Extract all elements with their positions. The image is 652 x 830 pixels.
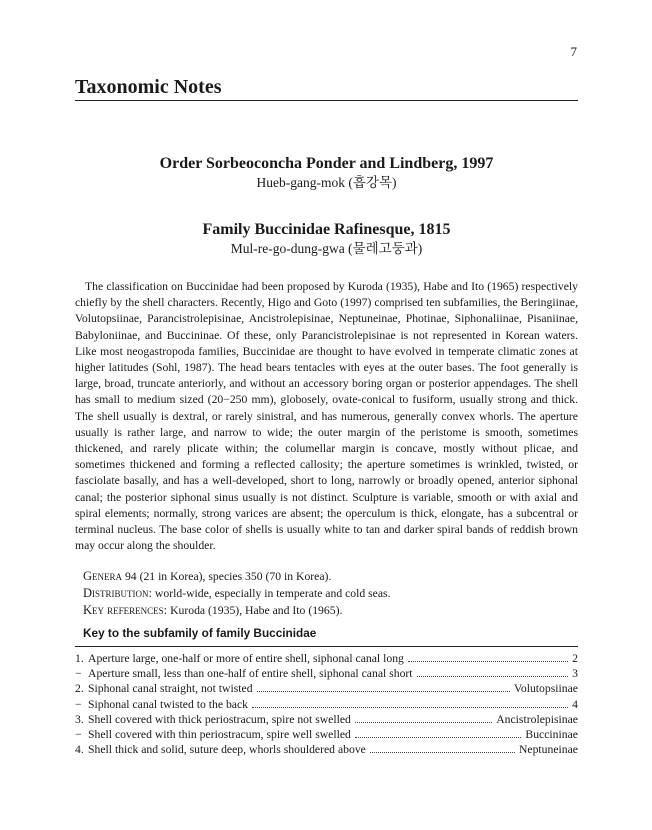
distribution-row — [83, 585, 578, 602]
key-item-number: 4. — [75, 743, 84, 757]
key-item-number: 1. — [75, 652, 84, 665]
key-item-target: Ancistrolepisinae — [496, 712, 578, 726]
key-item-text: Siphonal canal twisted to the back — [88, 697, 249, 711]
key-item-target: 4 — [572, 697, 578, 711]
key-item-leader-dots — [408, 661, 568, 662]
key-list — [75, 652, 578, 758]
key-item-number: 3. — [75, 712, 84, 726]
key-item-leader-dots — [417, 676, 569, 677]
order-title: Order Sorbeoconcha Ponder and Lindberg, 1997 — [159, 155, 494, 172]
key-item-number: − — [75, 697, 82, 711]
key-item-target: Buccininae — [525, 727, 578, 741]
key-item-leader-dots — [355, 722, 492, 723]
key-item-leader-dots — [355, 737, 522, 738]
key-item-text: Aperture small, less than one-half of entire shell, siphonal canal short — [88, 667, 413, 681]
key-item-target: Neptuneinae — [518, 743, 578, 757]
genera-label: Genera — [83, 569, 123, 583]
key-divider — [75, 646, 578, 647]
meta-block — [83, 568, 578, 620]
key-item-text: Shell thick and solid, suture deep, whorls shouldered above — [88, 743, 366, 757]
genera-value: 94 (21 in Korea), species 350 (70 in Korea). — [124, 570, 332, 583]
order-korean-name: Hueb-gang-mok (흡강목) — [256, 175, 397, 190]
distribution-label: Distribution: — [83, 586, 152, 601]
key-item-text: Siphonal canal straight, not twisted — [88, 682, 253, 696]
family-title: Family Buccinidae Rafinesque, 1815 — [202, 221, 451, 238]
order-block — [75, 154, 578, 192]
key-item-text: Shell covered with thin periostracum, spire well swelled — [88, 727, 351, 741]
key-item — [75, 667, 578, 682]
key-item-leader-dots — [252, 707, 568, 708]
key-item — [75, 743, 578, 758]
description-paragraph: The classification on Buccinidae had been proposed by Kuroda (1935), Habe and Ito (1965) respectively chiefly by the shell characters. Recently, Higo and Goto (1997) comprised ten subfamilies, the Beringiinae, Volutopsiinae, Parancistrolepisinae, Ancistrolepisinae, Neptuneinae, Photinae, Siphonaliinae, Pisaniinae, Babyloniinae, and Buccininae. Of these, only Parancistrolepisinae is not represented in Korean waters. Like most neogastropoda families, Buccinidae are thought to have evolved in temperate climatic zones at higher latitudes (Sohl, 1987). The head bears tentacles with eyes at the outer bases. The foot generally is large, broad, truncate anteriorly, and without an accessory boring organ or posterior appendages. The shell has small to medium sized (20−250 mm), globosely, ovate-conical to fusiform, usually strong and thick. The shell usually is dextral, or rarely sinistral, and has numerous, generally convex whorls. The aperture usually is rather large, and narrow to wide; the outer margin of the peristome is smooth, sometimes thickened, and rarely plicate within; the columellar margin is concave, mostly without plicae, and sometimes thickened and forming a reflected callosity; the aperture sometimes is wrinkled, twisted, or fasciolate basally, and has a well-developed, short to long, narrowly or broadly opened, anterior siphonal canal; the posterior siphonal sinus usually is not distinct. Sculpture is variable, smooth or with axial and spiral elements; normally, strong varices are absent; the operculum is thick, elongate, has a subcentral or terminal nucleus. The base color of shells is usually white to tan and darker spiral bands of reddish brown may occur along the shoulder. — [75, 280, 578, 553]
key-item-number: 2. — [75, 682, 84, 696]
key-item-text: Shell covered with thick periostracum, spire not swelled — [88, 712, 351, 726]
page-number: 7 — [570, 44, 577, 59]
key-item — [75, 713, 578, 728]
key-item — [75, 652, 578, 667]
key-item-target: Volutopsiinae — [513, 682, 578, 696]
key-item-text: Aperture large, one-half or more of entire shell, siphonal canal long — [88, 652, 404, 665]
distribution-value: world-wide, especially in temperate and cold seas. — [154, 587, 391, 601]
family-korean-name: Mul-re-go-dung-gwa (물레고둥과) — [230, 241, 423, 256]
key-item — [75, 728, 578, 743]
key-item-number: − — [75, 667, 82, 681]
key-item-leader-dots — [257, 691, 510, 692]
key-title: Key to the subfamily of family Buccinidae — [83, 626, 317, 640]
genera-row — [83, 568, 578, 585]
key-item-number: − — [75, 727, 82, 741]
key-item — [75, 682, 578, 697]
key-item-leader-dots — [370, 752, 515, 753]
references-label: Key references: — [83, 603, 168, 618]
references-row — [83, 602, 578, 619]
section-heading: Taxonomic Notes — [75, 76, 578, 101]
key-item-target: 2 — [572, 652, 578, 665]
key-item-target: 3 — [572, 667, 578, 681]
references-value: Kuroda (1935), Habe and Ito (1965). — [170, 604, 343, 618]
family-block — [75, 220, 578, 258]
key-item — [75, 698, 578, 713]
